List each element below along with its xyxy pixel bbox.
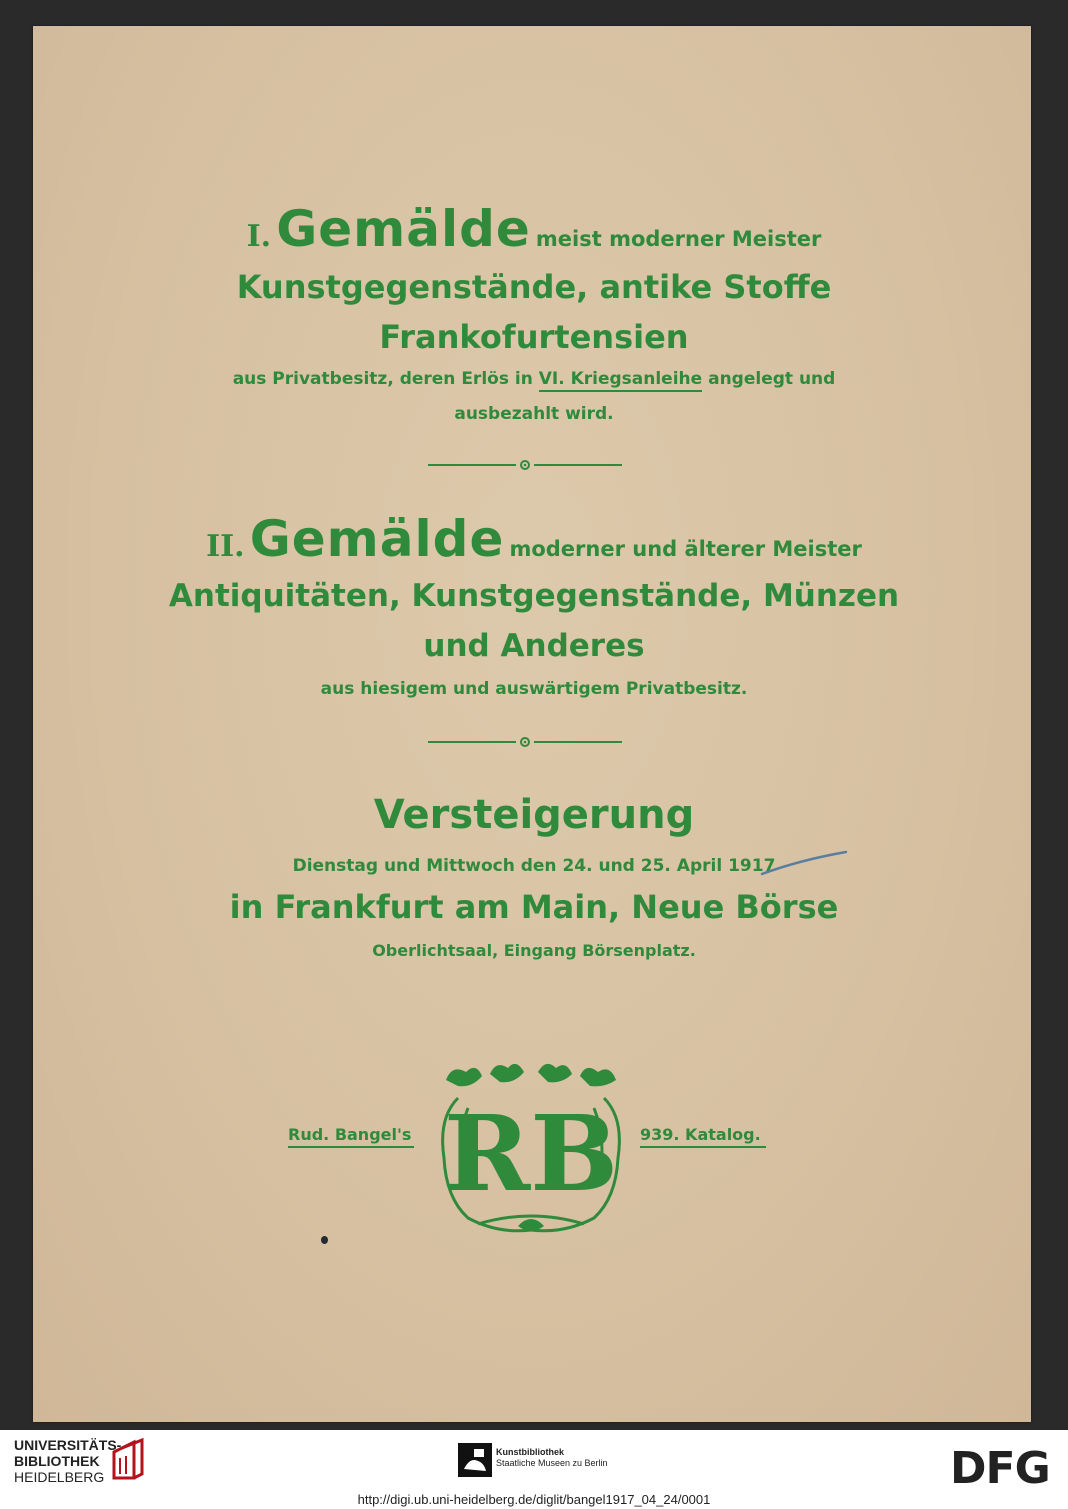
section1-line3: Frankofurtensien bbox=[379, 318, 689, 356]
auction-location: in Frankfurt am Main, Neue Börse bbox=[229, 888, 839, 926]
section2-title-suffix: moderner und älterer Meister bbox=[509, 537, 862, 561]
section1-line4 bbox=[0, 369, 1068, 389]
ub-heidelberg-wordmark[interactable] bbox=[14, 1437, 121, 1485]
section2-line4: aus hiesigem und auswärtigem Privatbesitz. bbox=[320, 679, 748, 699]
section1-line2: Kunstgegenstände, antike Stoffe bbox=[236, 268, 832, 306]
section1-title-line bbox=[0, 200, 1068, 258]
section2-line3: und Anderes bbox=[423, 628, 645, 664]
section1-line4-b: angelegt und bbox=[708, 369, 836, 389]
kunstbibliothek-logo-icon[interactable] bbox=[458, 1443, 492, 1477]
section1-numeral: I. bbox=[246, 219, 272, 254]
kb-line2: Staatliche Museen zu Berlin bbox=[496, 1458, 608, 1468]
uni-line3: HEIDELBERG bbox=[14, 1469, 105, 1485]
section2-line2: Antiquitäten, Kunstgegenstände, Münzen bbox=[168, 578, 900, 614]
auction-title: Versteigerung bbox=[373, 792, 695, 838]
auction-venue: Oberlichtsaal, Eingang Börsenplatz. bbox=[372, 941, 696, 960]
uni-line2: BIBLIOTHEK bbox=[14, 1453, 100, 1469]
section1-line4-underlined: VI. Kriegsanleihe bbox=[539, 369, 702, 392]
pen-mark bbox=[760, 848, 850, 878]
ornament-separator bbox=[428, 460, 622, 470]
section2-title-line bbox=[0, 510, 1068, 568]
section1-line5: ausbezahlt wird. bbox=[454, 404, 614, 424]
section2-title: Gemälde bbox=[249, 510, 505, 568]
dfg-logo[interactable]: DFG bbox=[950, 1443, 1050, 1494]
section1-line4-a: aus Privatbesitz, deren Erlös in bbox=[232, 369, 533, 389]
ub-heidelberg-logo-icon[interactable] bbox=[110, 1438, 146, 1482]
ink-spot bbox=[321, 1236, 328, 1244]
section2-numeral: II. bbox=[206, 529, 245, 564]
catalog-number: 939. Katalog. bbox=[640, 1125, 766, 1148]
kunstbibliothek-text[interactable] bbox=[496, 1447, 608, 1469]
publisher-name: Rud. Bangel's bbox=[288, 1125, 414, 1148]
ornament-separator bbox=[428, 737, 622, 747]
svg-text:RB: RB bbox=[443, 1092, 619, 1215]
uni-line1: UNIVERSITÄTS- bbox=[14, 1437, 122, 1453]
auction-dates: Dienstag und Mittwoch den 24. und 25. April 1917 bbox=[292, 856, 776, 876]
rb-monogram-emblem bbox=[428, 1058, 634, 1238]
section1-title-suffix: meist moderner Meister bbox=[535, 227, 822, 251]
permalink-url[interactable]: http://digi.ub.uni-heidelberg.de/diglit/bangel1917_04_24/0001 bbox=[357, 1492, 711, 1507]
kb-line1: Kunstbibliothek bbox=[496, 1447, 564, 1457]
section1-title: Gemälde bbox=[276, 200, 531, 258]
